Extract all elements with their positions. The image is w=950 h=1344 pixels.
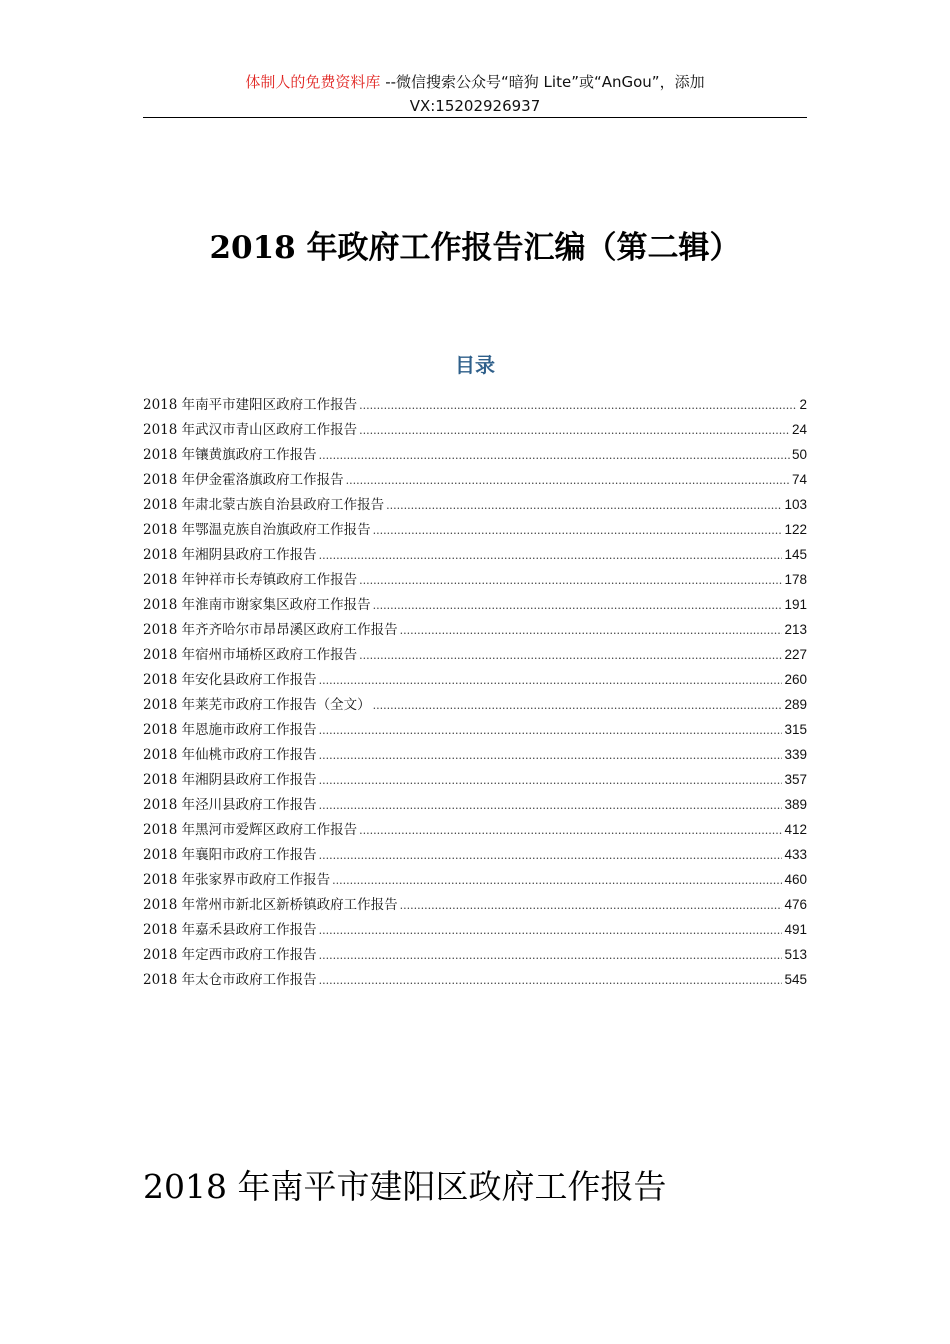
- toc-dot-leader: [400, 893, 783, 918]
- toc-entry-title[interactable]: 2018 年齐齐哈尔市昂昂溪区政府工作报告: [143, 622, 398, 638]
- toc-dot-leader: [319, 968, 783, 993]
- toc-dot-leader: [373, 518, 783, 543]
- toc-entry[interactable]: [143, 792, 807, 817]
- toc-dot-leader: [359, 643, 782, 668]
- toc-dot-leader: [319, 843, 783, 868]
- toc-dot-leader: [332, 868, 782, 893]
- toc-entry-title[interactable]: 2018 年南平市建阳区政府工作报告: [143, 397, 358, 413]
- toc-entry-title[interactable]: 2018 年恩施市政府工作报告: [143, 722, 317, 738]
- page-header: [143, 70, 807, 118]
- toc-entry[interactable]: [143, 542, 807, 567]
- header-text: --微信搜索公众号“暗狗 Lite”或“AnGou”，添加: [380, 73, 705, 91]
- header-divider: [143, 117, 807, 118]
- header-brand: 体制人的免费资料库: [245, 73, 381, 91]
- toc-entry[interactable]: [143, 617, 807, 642]
- section-title: 2018 年南平市建阳区政府工作报告: [143, 1167, 667, 1206]
- toc-heading: 目录: [455, 353, 495, 377]
- toc-entry-title[interactable]: 2018 年定西市政府工作报告: [143, 947, 317, 963]
- toc-dot-leader: [319, 543, 783, 568]
- toc-entry-page[interactable]: 412: [784, 822, 807, 837]
- toc-entry-page[interactable]: 491: [784, 922, 807, 937]
- toc-entry-title[interactable]: 2018 年伊金霍洛旗政府工作报告: [143, 472, 344, 488]
- toc-entry[interactable]: [143, 917, 807, 942]
- toc-entry-title[interactable]: 2018 年安化县政府工作报告: [143, 672, 317, 688]
- toc-entry[interactable]: [143, 767, 807, 792]
- toc-dot-leader: [319, 768, 783, 793]
- toc-entry-page[interactable]: 513: [784, 947, 807, 962]
- toc-entry-page[interactable]: 24: [791, 422, 807, 437]
- toc-entry[interactable]: [143, 392, 807, 417]
- toc-entry-title[interactable]: 2018 年仙桃市政府工作报告: [143, 747, 317, 763]
- toc-entry[interactable]: [143, 567, 807, 592]
- toc-entry-title[interactable]: 2018 年钟祥市长寿镇政府工作报告: [143, 572, 358, 588]
- toc-dot-leader: [373, 593, 783, 618]
- toc-entry[interactable]: [143, 592, 807, 617]
- toc-dot-leader: [359, 568, 782, 593]
- toc-entry[interactable]: [143, 442, 807, 467]
- toc-entry[interactable]: [143, 517, 807, 542]
- toc-entry-page[interactable]: 227: [784, 647, 807, 662]
- toc-entry[interactable]: [143, 742, 807, 767]
- toc-entry-title[interactable]: 2018 年襄阳市政府工作报告: [143, 847, 317, 863]
- toc-dot-leader: [359, 818, 782, 843]
- toc-dot-leader: [359, 393, 797, 418]
- toc-entry-page[interactable]: 213: [784, 622, 807, 637]
- toc-entry-page[interactable]: 289: [784, 697, 807, 712]
- toc-entry[interactable]: [143, 817, 807, 842]
- toc-entry-title[interactable]: 2018 年太仓市政府工作报告: [143, 972, 317, 988]
- toc-dot-leader: [319, 793, 783, 818]
- toc-entry[interactable]: [143, 967, 807, 992]
- toc-entry-page[interactable]: 191: [784, 597, 807, 612]
- toc-entry-page[interactable]: 2: [799, 397, 807, 412]
- toc-entry[interactable]: [143, 642, 807, 667]
- toc-entry[interactable]: [143, 842, 807, 867]
- toc-entry-page[interactable]: 74: [791, 472, 807, 487]
- toc-dot-leader: [400, 618, 783, 643]
- toc-entry-page[interactable]: 145: [784, 547, 807, 562]
- toc-entry-title[interactable]: 2018 年泾川县政府工作报告: [143, 797, 317, 813]
- toc-entry[interactable]: [143, 867, 807, 892]
- toc-entry[interactable]: [143, 717, 807, 742]
- toc-entry-page[interactable]: 178: [784, 572, 807, 587]
- toc-entry-title[interactable]: 2018 年常州市新北区新桥镇政府工作报告: [143, 897, 398, 913]
- toc-entry[interactable]: [143, 692, 807, 717]
- toc-entry-page[interactable]: 103: [784, 497, 807, 512]
- toc-entry-page[interactable]: 433: [784, 847, 807, 862]
- toc-dot-leader: [319, 943, 783, 968]
- toc-entry[interactable]: [143, 942, 807, 967]
- toc-dot-leader: [319, 718, 783, 743]
- toc-entry-title[interactable]: 2018 年莱芜市政府工作报告（全文）: [143, 697, 371, 713]
- document-title: 2018 年政府工作报告汇编（第二辑）: [209, 230, 741, 266]
- toc-entry-title[interactable]: 2018 年镶黄旗政府工作报告: [143, 447, 317, 463]
- toc-dot-leader: [319, 668, 783, 693]
- toc-entry[interactable]: [143, 417, 807, 442]
- toc-dot-leader: [319, 918, 783, 943]
- toc-entry-title[interactable]: 2018 年湘阴县政府工作报告: [143, 772, 317, 788]
- toc-dot-leader: [346, 468, 790, 493]
- toc-entry-page[interactable]: 50: [791, 447, 807, 462]
- toc-entry-title[interactable]: 2018 年武汉市青山区政府工作报告: [143, 422, 358, 438]
- toc-entry-page[interactable]: 389: [784, 797, 807, 812]
- toc-entry[interactable]: [143, 667, 807, 692]
- header-line: [143, 70, 807, 94]
- toc-entry-page[interactable]: 357: [784, 772, 807, 787]
- toc-entry-page[interactable]: 122: [784, 522, 807, 537]
- toc-entry-title[interactable]: 2018 年宿州市埇桥区政府工作报告: [143, 647, 358, 663]
- toc-entry[interactable]: [143, 892, 807, 917]
- toc-entry[interactable]: [143, 467, 807, 492]
- toc-entry-page[interactable]: 339: [784, 747, 807, 762]
- toc-entry-title[interactable]: 2018 年肃北蒙古族自治县政府工作报告: [143, 497, 385, 513]
- toc-entry-title[interactable]: 2018 年嘉禾县政府工作报告: [143, 922, 317, 938]
- toc-entry-page[interactable]: 460: [784, 872, 807, 887]
- toc-entry-title[interactable]: 2018 年黑河市爱辉区政府工作报告: [143, 822, 358, 838]
- toc-entry-page[interactable]: 260: [784, 672, 807, 687]
- toc-entry-title[interactable]: 2018 年鄂温克族自治旗政府工作报告: [143, 522, 371, 538]
- toc-dot-leader: [319, 743, 783, 768]
- toc-dot-leader: [373, 693, 783, 718]
- toc-entry-page[interactable]: 315: [784, 722, 807, 737]
- toc-entry-page[interactable]: 545: [784, 972, 807, 987]
- toc-entry-page[interactable]: 476: [784, 897, 807, 912]
- toc-entry-title[interactable]: 2018 年张家界市政府工作报告: [143, 872, 331, 888]
- toc-entry-title[interactable]: 2018 年湘阴县政府工作报告: [143, 547, 317, 563]
- toc-entry[interactable]: [143, 492, 807, 517]
- table-of-contents: [143, 392, 807, 992]
- header-contact: VX:15202926937: [409, 97, 541, 115]
- toc-dot-leader: [319, 443, 790, 468]
- toc-dot-leader: [386, 493, 782, 518]
- toc-dot-leader: [359, 418, 790, 443]
- toc-entry-title[interactable]: 2018 年淮南市谢家集区政府工作报告: [143, 597, 371, 613]
